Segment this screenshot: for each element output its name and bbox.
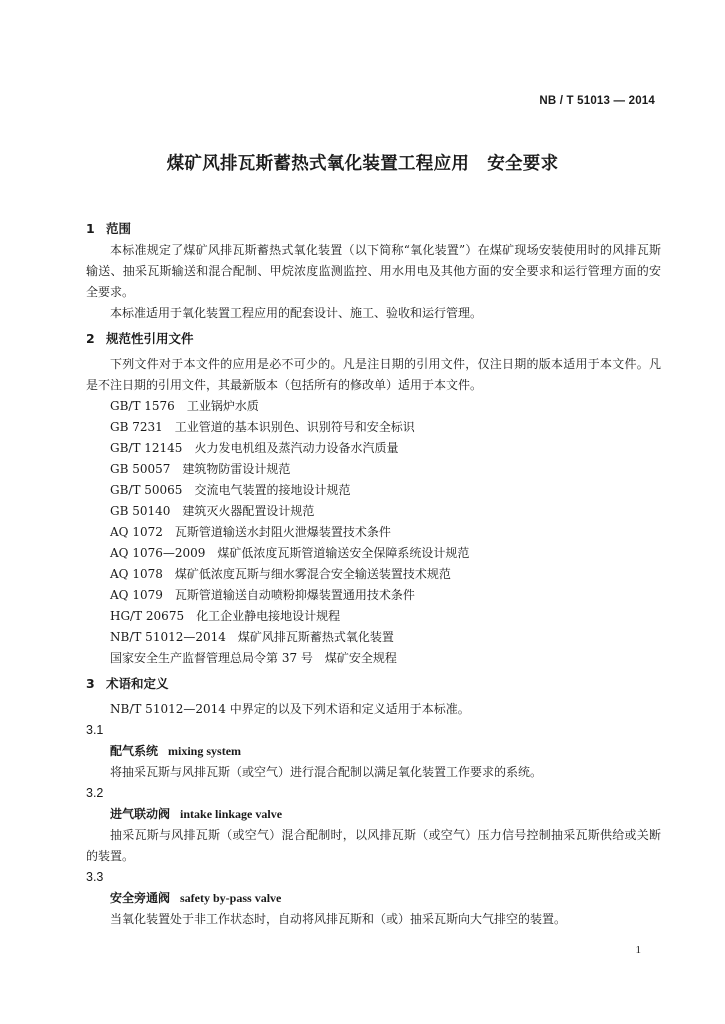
term-en: intake linkage valve bbox=[180, 807, 283, 821]
reference-code: GB/T 1576 bbox=[110, 399, 175, 413]
reference-code: NB/T 51012—2014 bbox=[110, 630, 226, 644]
normative-intro: 下列文件对于本文件的应用是必不可少的。凡是注日期的引用文件，仅注日期的版本适用于本文件。凡是不注日期的引用文件，其最新版本（包括所有的修改单）适用于本文件。 bbox=[86, 357, 661, 392]
reference-item bbox=[86, 522, 661, 543]
document-body bbox=[86, 218, 661, 930]
reference-code: AQ 1078 bbox=[110, 567, 163, 581]
reference-code: AQ 1076—2009 bbox=[110, 546, 206, 560]
section-number: 2 bbox=[86, 331, 95, 346]
reference-code: 国家安全生产监督管理总局令第 37 号 bbox=[110, 651, 313, 665]
reference-item bbox=[86, 648, 661, 669]
term-heading bbox=[86, 804, 661, 825]
reference-code: AQ 1072 bbox=[110, 525, 163, 539]
reference-item bbox=[86, 417, 661, 438]
term-en: safety by-pass valve bbox=[180, 891, 282, 905]
section-title: 规范性引用文件 bbox=[106, 331, 194, 346]
section-title: 范围 bbox=[106, 221, 132, 236]
reference-item bbox=[86, 606, 661, 627]
reference-item bbox=[86, 480, 661, 501]
terms-intro: NB/T 51012—2014 中界定的以及下列术语和定义适用于本标准。 bbox=[110, 702, 470, 716]
term-definition: 抽采瓦斯与风排瓦斯（或空气）混合配制时，以风排瓦斯（或空气）压力信号控制抽采瓦斯供给或关断的装置。 bbox=[86, 828, 661, 863]
reference-list bbox=[86, 396, 661, 669]
reference-title: 工业管道的基本识别色、识别符号和安全标识 bbox=[174, 420, 415, 434]
reference-title: 工业锅炉水质 bbox=[186, 399, 259, 413]
reference-item bbox=[86, 438, 661, 459]
reference-title: 煤矿风排瓦斯蓄热式氧化装置 bbox=[237, 630, 394, 644]
document-title bbox=[0, 150, 725, 175]
reference-title: 煤矿低浓度瓦斯管道输送安全保障系统设计规范 bbox=[217, 546, 470, 560]
reference-title: 瓦斯管道输送水封阻火泄爆装置技术条件 bbox=[174, 525, 391, 539]
section-heading-terms bbox=[86, 673, 661, 695]
reference-code: GB 50140 bbox=[110, 504, 171, 518]
reference-item bbox=[86, 627, 661, 648]
scope-paragraph-2: 本标准适用于氧化装置工程应用的配套设计、施工、验收和运行管理。 bbox=[110, 306, 483, 320]
reference-title: 火力发电机组及蒸汽动力设备水汽质量 bbox=[194, 441, 399, 455]
scope-paragraph-1: 本标准规定了煤矿风排瓦斯蓄热式氧化装置（以下简称“氧化装置”）在煤矿现场安装使用时的风排瓦斯输送、抽采瓦斯输送和混合配制、甲烷浓度监测监控、用水用电及其他方面的安全要求和运行管理方面的安全要求。 bbox=[86, 243, 661, 299]
reference-title: 化工企业静电接地设计规程 bbox=[196, 609, 341, 623]
term-en: mixing system bbox=[168, 744, 242, 758]
clause-number: 3.1 bbox=[86, 723, 104, 737]
reference-title: 交流电气装置的接地设计规范 bbox=[194, 483, 351, 497]
section-number: 1 bbox=[86, 221, 95, 236]
term-zh: 进气联动阀 bbox=[110, 807, 171, 821]
term-heading bbox=[86, 888, 661, 909]
reference-code: GB/T 12145 bbox=[110, 441, 183, 455]
reference-title: 建筑物防雷设计规范 bbox=[182, 462, 291, 476]
reference-item bbox=[86, 543, 661, 564]
reference-item bbox=[86, 459, 661, 480]
title-main: 煤矿风排瓦斯蓄热式氧化装置工程应用 bbox=[166, 154, 470, 174]
reference-item bbox=[86, 564, 661, 585]
term-entry bbox=[86, 783, 661, 867]
reference-item bbox=[86, 396, 661, 417]
reference-code: GB 50057 bbox=[110, 462, 171, 476]
term-zh: 安全旁通阀 bbox=[110, 891, 171, 905]
section-title: 术语和定义 bbox=[106, 676, 169, 691]
page-number: 1 bbox=[635, 944, 641, 956]
term-definition: 当氧化装置处于非工作状态时，自动将风排瓦斯和（或）抽采瓦斯向大气排空的装置。 bbox=[110, 912, 567, 926]
term-heading bbox=[86, 741, 661, 762]
term-zh: 配气系统 bbox=[110, 744, 159, 758]
reference-title: 煤矿安全规程 bbox=[324, 651, 397, 665]
reference-item bbox=[86, 585, 661, 606]
reference-title: 煤矿低浓度瓦斯与细水雾混合安全输送装置技术规范 bbox=[174, 567, 451, 581]
clause-number: 3.3 bbox=[86, 870, 104, 884]
term-entry bbox=[86, 867, 661, 930]
section-heading-normative-references bbox=[86, 328, 661, 350]
reference-title: 瓦斯管道输送自动喷粉抑爆装置通用技术条件 bbox=[174, 588, 415, 602]
clause-number: 3.2 bbox=[86, 786, 104, 800]
standard-code: NB / T 51013 — 2014 bbox=[539, 95, 655, 107]
section-heading-scope bbox=[86, 218, 661, 240]
reference-code: AQ 1079 bbox=[110, 588, 163, 602]
term-definition: 将抽采瓦斯与风排瓦斯（或空气）进行混合配制以满足氧化装置工作要求的系统。 bbox=[110, 765, 543, 779]
reference-code: HG/T 20675 bbox=[110, 609, 185, 623]
section-number: 3 bbox=[86, 676, 95, 691]
reference-title: 建筑灭火器配置设计规范 bbox=[182, 504, 315, 518]
reference-code: GB/T 50065 bbox=[110, 483, 183, 497]
reference-code: GB 7231 bbox=[110, 420, 163, 434]
title-sub: 安全要求 bbox=[487, 154, 559, 174]
term-entry bbox=[86, 720, 661, 783]
reference-item bbox=[86, 501, 661, 522]
